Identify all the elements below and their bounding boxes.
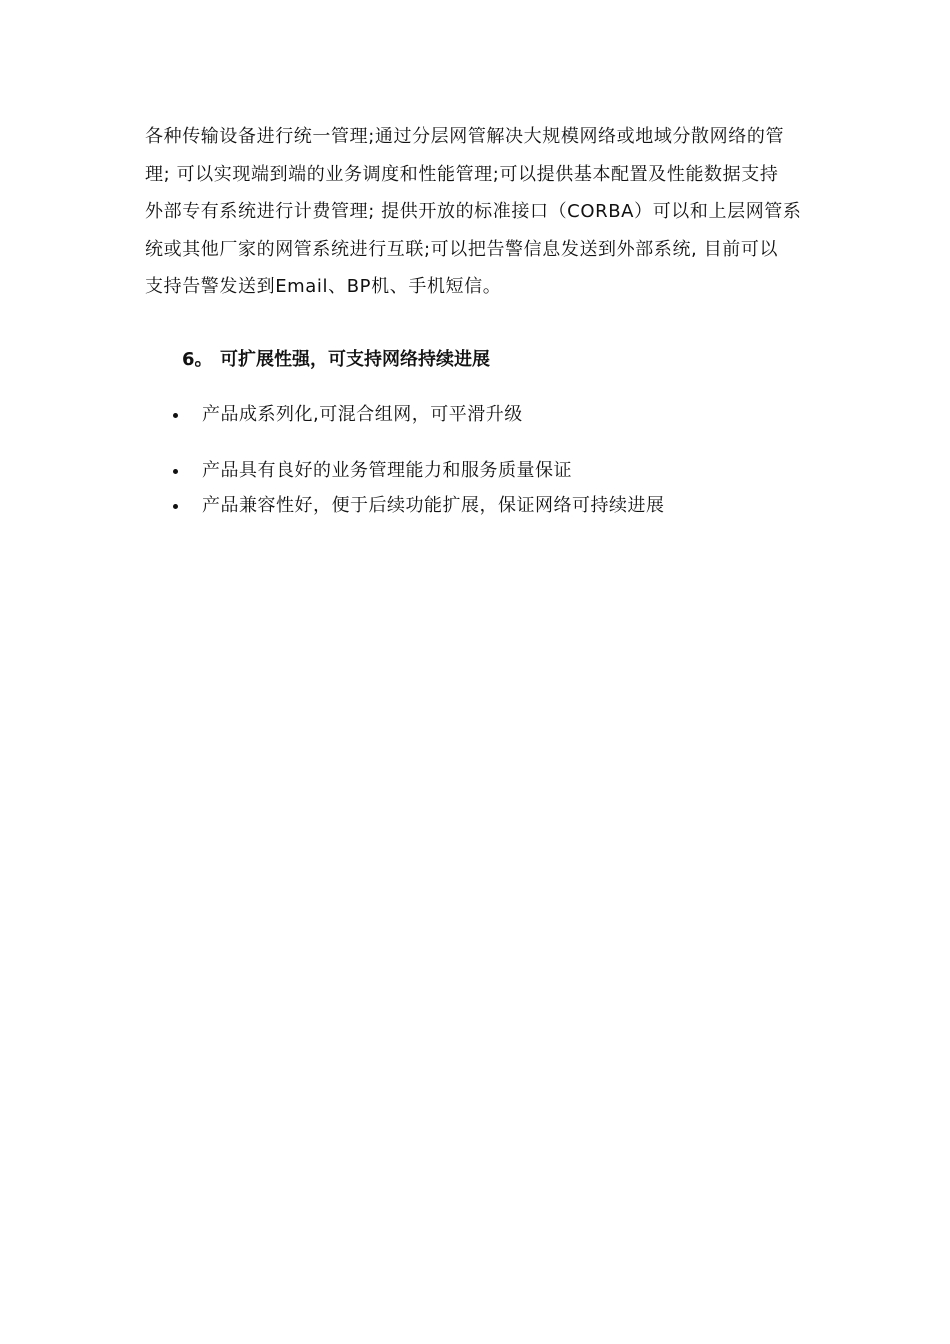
bullet-dot-icon [173, 504, 178, 509]
paragraph-line: 支持告警发送到Email、BP机、手机短信。 [145, 276, 502, 298]
bullet-dot-icon [173, 469, 178, 474]
list-item-text: 产品成系列化,可混合组网，可平滑升级 [202, 404, 523, 425]
section-number: 6。 [182, 349, 213, 370]
paragraph-line: 各种传输设备进行统一管理;通过分层网管解决大规模网络或地域分散网络的管 [145, 126, 785, 147]
body-paragraph [145, 118, 810, 306]
section-heading [182, 345, 490, 375]
bullet-dot-icon [173, 413, 178, 418]
paragraph-line: 统或其他厂家的网管系统进行互联;可以把告警信息发送到外部系统, 目前可以 [145, 238, 779, 260]
list-item-text: 产品具有良好的业务管理能力和服务质量保证 [202, 460, 572, 481]
list-item-text: 产品兼容性好，便于后续功能扩展，保证网络可持续进展 [202, 495, 665, 516]
section-title: 可扩展性强，可支持网络持续进展 [220, 349, 490, 370]
paragraph-line: 理; 可以实现端到端的业务调度和性能管理;可以提供基本配置及性能数据支持 [145, 163, 779, 185]
paragraph-line: 外部专有系统进行计费管理; 提供开放的标准接口（CORBA）可以和上层网管系 [145, 201, 802, 223]
